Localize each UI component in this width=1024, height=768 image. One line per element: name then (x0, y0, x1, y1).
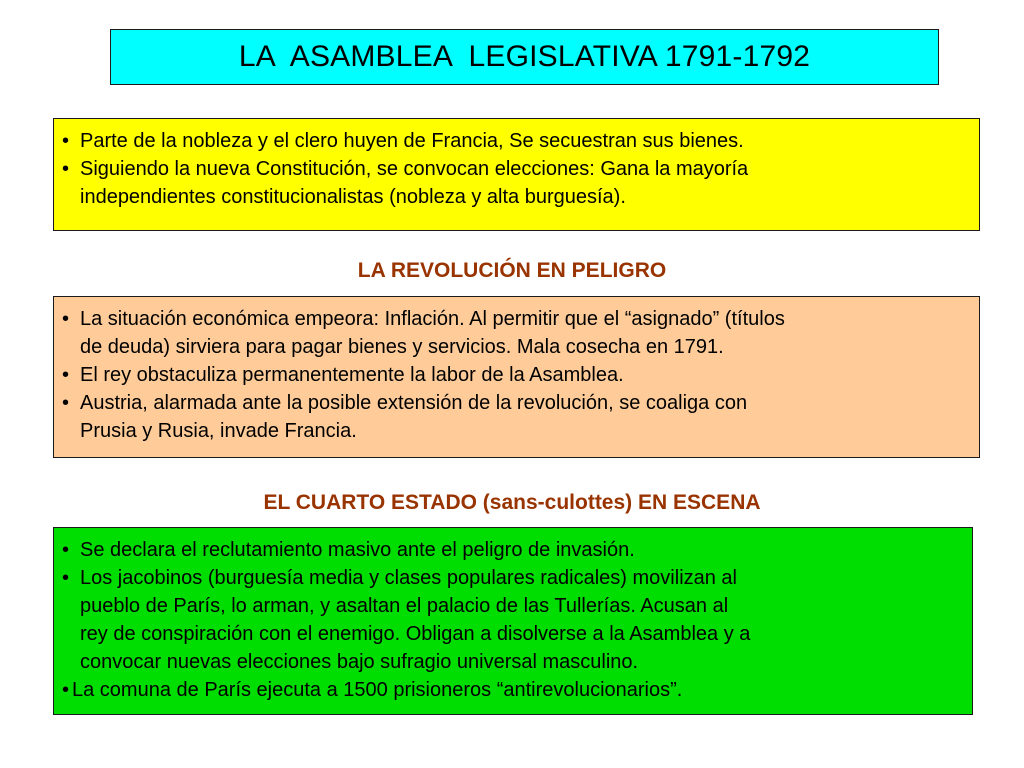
bullet-item (62, 536, 972, 564)
bullet-marker: • (62, 130, 70, 152)
bullet-item (62, 361, 979, 389)
bullet-marker: • (62, 679, 70, 701)
bullet-text: de deuda) sirviera para pagar bienes y servicios. Mala cosecha en 1791. (80, 336, 724, 358)
bullet-marker: • (62, 392, 70, 414)
bullet-item (62, 155, 979, 211)
bullet-text: rey de conspiración con el enemigo. Obligan a disolverse a la Asamblea y a (80, 623, 751, 645)
bullet-text: La comuna de París ejecuta a 1500 prisioneros “antirevolucionarios”. (72, 679, 683, 701)
bullet-text: Austria, alarmada ante la posible extensión de la revolución, se coaliga con (80, 392, 748, 414)
bullet-text: Prusia y Rusia, invade Francia. (80, 420, 357, 442)
section-heading-revolution-in-danger: LA REVOLUCIÓN EN PELIGRO (357, 259, 667, 282)
bullet-text: pueblo de París, lo arman, y asaltan el palacio de las Tullerías. Acusan al (80, 595, 729, 617)
bullet-marker: • (62, 308, 70, 330)
slide-title: LA ASAMBLEA LEGISLATIVA 1791-1792 (238, 40, 811, 73)
bullet-marker: • (62, 364, 70, 386)
bullet-text: Siguiendo la nueva Constitución, se convocan elecciones: Gana la mayoría (80, 158, 749, 180)
bullet-text: independientes constitucionalistas (nobleza y alta burguesía). (80, 186, 626, 208)
title-box (110, 29, 939, 85)
bullet-text: Los jacobinos (burguesía media y clases populares radicales) movilizan al (80, 567, 738, 589)
bullet-item (62, 389, 979, 445)
bullet-text: La situación económica empeora: Inflación. Al permitir que el “asignado” (títulos (80, 308, 785, 330)
bullet-text: Parte de la nobleza y el clero huyen de Francia, Se secuestran sus bienes. (80, 130, 744, 152)
bullet-item (62, 564, 972, 676)
bullet-marker: • (62, 567, 70, 589)
bullet-text: convocar nuevas elecciones bajo sufragio universal masculino. (80, 651, 639, 673)
bullet-item (62, 127, 979, 155)
bullet-marker: • (62, 539, 70, 561)
fourth-estate-box (53, 527, 973, 715)
bullet-text: El rey obstaculiza permanentemente la labor de la Asamblea. (80, 364, 624, 386)
bullet-item (62, 676, 972, 704)
revolution-in-danger-box (53, 296, 980, 458)
section-heading-fourth-estate: EL CUARTO ESTADO (sans-culottes) EN ESCENA (263, 491, 761, 514)
bullet-text: Se declara el reclutamiento masivo ante el peligro de invasión. (80, 539, 635, 561)
intro-box (53, 118, 980, 231)
bullet-item (62, 305, 979, 361)
bullet-marker: • (62, 158, 70, 180)
